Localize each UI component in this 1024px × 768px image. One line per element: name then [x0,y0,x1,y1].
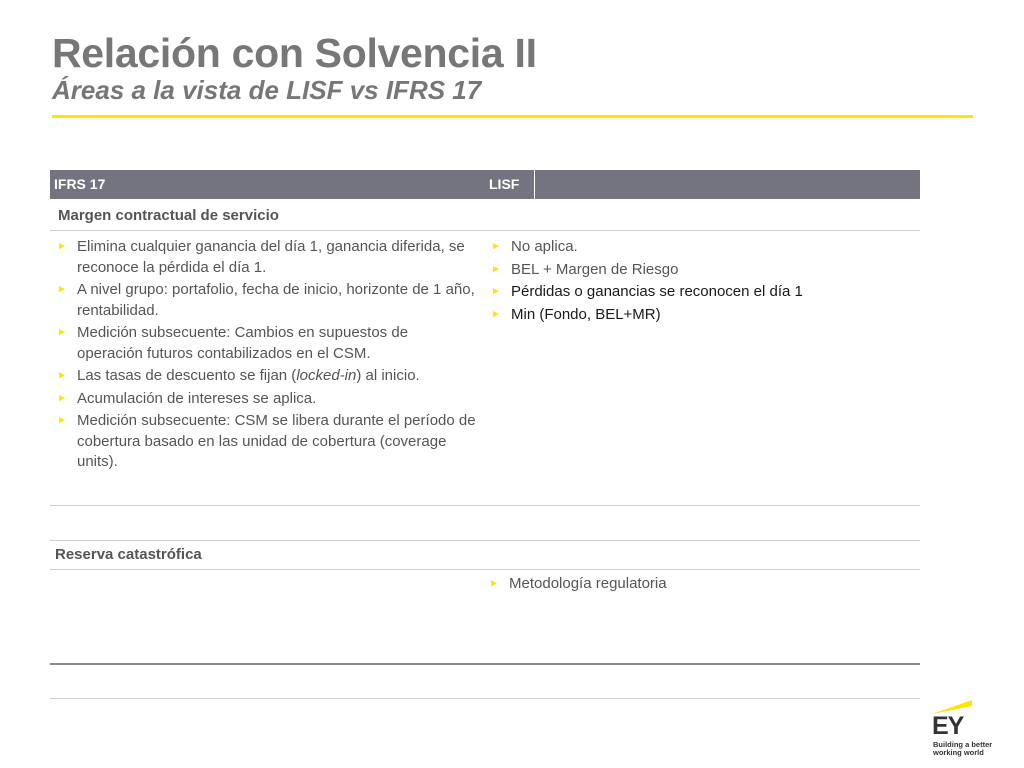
list-item [52,389,477,410]
arrow-right-icon: ► [491,241,501,252]
row-divider [50,230,920,231]
page-subtitle: Áreas a la vista de LISF vs IFRS 17 [52,75,482,105]
list-item-text: Las tasas de descuento se fijan (locked-in) al inicio. [77,367,420,384]
list-item-text: No aplica. [511,238,578,255]
table-bottom-border [50,663,920,665]
list-item [52,237,477,278]
column-header-lisf: LISF [489,176,520,192]
row-divider [50,698,920,699]
column-header-separator [534,170,535,199]
arrow-right-icon: ► [491,308,501,320]
italic-term: locked-in [296,367,357,384]
list-item [486,237,906,258]
list-item-text: A nivel grupo: portafolio, fecha de inicio, horizonte de 1 año, rentabilidad. [77,281,475,319]
list-item [486,305,906,326]
table-header [50,170,920,199]
list-item [484,574,904,595]
arrow-right-icon: ► [489,578,499,589]
list-item-text: Elimina cualquier ganancia del día 1, ganancia diferida, se reconoce la pérdida el día 1. [77,238,465,276]
ifrs17-bullet-list [52,237,477,475]
ey-logo [932,700,992,762]
row-divider [50,569,920,570]
list-item-text: Acumulación de intereses se aplica. [77,389,317,407]
list-item-text: BEL + Margen de Riesgo [511,260,679,278]
arrow-right-icon: ► [491,263,501,275]
arrow-right-icon: ► [57,284,67,295]
list-item [52,366,477,387]
arrow-right-icon: ► [491,286,501,297]
ey-tagline-line-1: Building a better [933,740,993,749]
lisf-catastrophic-bullet-list [484,574,904,597]
ey-tagline-line-2: working world [933,748,984,757]
arrow-right-icon: ► [57,370,67,381]
section-title-catastrophic-reserve: Reserva catastrófica [55,546,202,563]
arrow-right-icon: ► [57,327,67,338]
arrow-right-icon: ► [57,415,67,426]
list-item-text: Pérdidas o ganancias se reconocen el día 1 [511,283,803,300]
list-item-text: Metodología regulatoria [509,575,667,592]
list-item-text: Min (Fondo, BEL+MR) [511,305,661,323]
list-item [486,260,906,281]
column-header-ifrs17: IFRS 17 [54,176,106,192]
list-item [52,411,477,473]
arrow-right-icon: ► [57,392,67,404]
row-divider [50,505,920,506]
lisf-bullet-list [486,237,906,327]
arrow-right-icon: ► [57,241,67,252]
list-item [52,323,477,364]
page-title: Relación con Solvencia II [52,30,537,76]
list-item-text: Medición subsecuente: CSM se libera durante el período de cobertura basado en las unidad de cobertura (coverage units). [77,412,476,470]
list-item-text: Medición subsecuente: Cambios en supuestos de operación futuros contabilizados en el CSM. [77,324,409,362]
list-item [52,280,477,321]
row-divider [50,540,920,541]
ey-logo-text: EY [932,712,964,740]
section-title-csm: Margen contractual de servicio [58,207,279,224]
list-item [486,282,906,303]
ey-tagline [933,741,993,757]
title-underline [52,115,973,118]
